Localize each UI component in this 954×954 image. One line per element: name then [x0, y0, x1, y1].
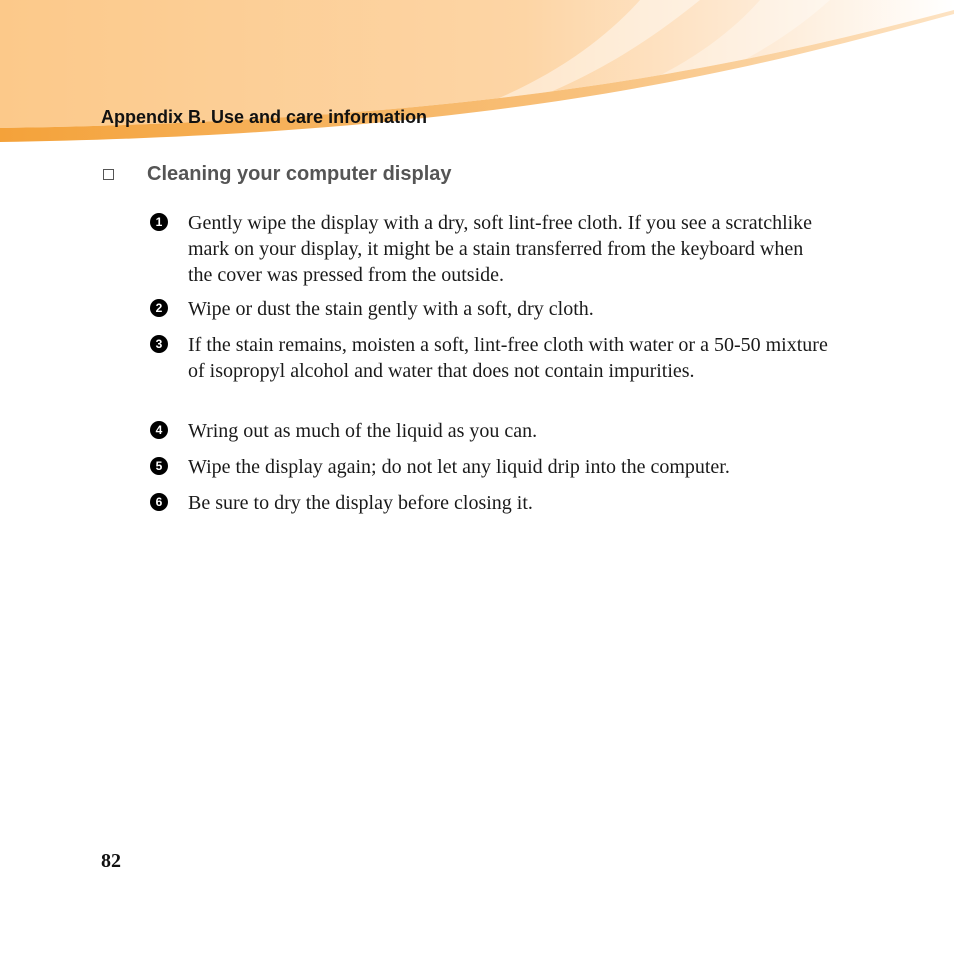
- step-number-badge: 3: [150, 335, 168, 353]
- section-title: Cleaning your computer display: [147, 163, 452, 185]
- step-number-badge: 6: [150, 493, 168, 511]
- list-item: [150, 296, 840, 322]
- list-item: [150, 210, 840, 288]
- step-text: Be sure to dry the display before closing it.: [188, 492, 533, 514]
- list-item: [150, 332, 840, 384]
- step-text: Wipe the display again; do not let any liquid drip into the computer.: [188, 456, 730, 478]
- step-number-badge: 1: [150, 213, 168, 231]
- step-number-badge: 4: [150, 421, 168, 439]
- step-text: Wipe or dust the stain gently with a soft, dry cloth.: [188, 298, 594, 320]
- list-item: [150, 490, 840, 516]
- step-text: Gently wipe the display with a dry, soft lint-free cloth. If you see a scratchlike mark on your display, it might be a stain transferred from the keyboard when the cover was pressed from the outside.: [188, 212, 813, 286]
- step-number-badge: 2: [150, 299, 168, 317]
- list-item: [150, 418, 840, 444]
- list-item: [150, 454, 840, 480]
- step-number-badge: 5: [150, 457, 168, 475]
- page-header-title: Appendix B. Use and care information: [101, 107, 428, 127]
- square-bullet-icon: [103, 169, 114, 180]
- section-heading: [101, 163, 452, 186]
- step-text: Wring out as much of the liquid as you can.: [188, 420, 538, 442]
- page-number: 82: [101, 850, 121, 872]
- step-text: If the stain remains, moisten a soft, lint-free cloth with water or a 50-50 mixture of isopropyl alcohol and water that does not contain impurities.: [188, 334, 828, 382]
